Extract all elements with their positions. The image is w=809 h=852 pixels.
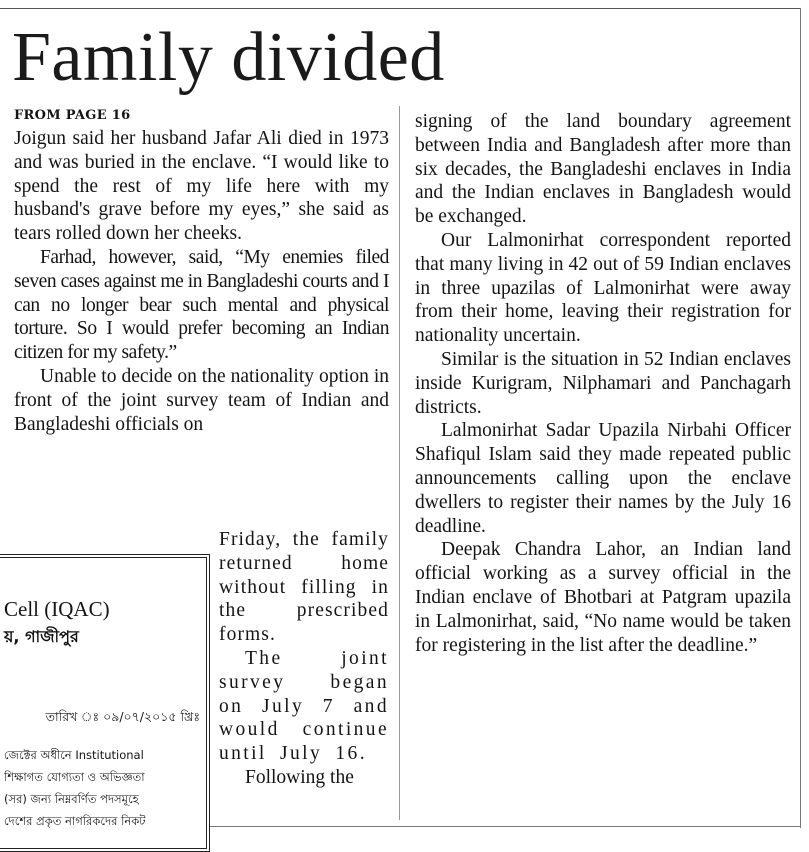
ad-body-line: জেক্টের অধীনে Institutional (4, 748, 144, 762)
column-divider (399, 106, 400, 820)
advertisement-box (0, 554, 210, 852)
paragraph-lalmonirhat-correspondent: Our Lalmonirhat correspondent reported that many living in 42 out of 59 Indian enclaves in three upazilas of Lalmonirhat were away from their home, leaving their registration for nationality uncertain. (415, 229, 791, 347)
continuation-kicker: FROM PAGE 16 (14, 108, 131, 123)
left-column (14, 127, 389, 436)
paragraph-shafiqul-islam: Lalmonirhat Sadar Upazila Nirbahi Officer Shafiqul Islam said they made repeated public announcements calling upon the enclave dwellers to register their names by the July 16 deadline. (415, 420, 791, 537)
headline: Family divided (12, 19, 445, 96)
paragraph-following: Following the (245, 766, 354, 788)
paragraph-similar-situation: Similar is the situation in 52 Indian enclaves inside Kurigram, Nilphamari and Panchagarh districts. (415, 348, 791, 418)
paragraph-joint-survey: The joint survey began on July 7 and would continue until July 16. (219, 647, 389, 765)
ad-subtitle: য়, গাজীপুর (4, 627, 79, 646)
ad-body-line: দেশের প্রকৃত নাগরিকদের নিকট (4, 814, 146, 828)
ad-body-line: শিক্ষাগত যোগ্যতা ও অভিজ্ঞতা (4, 770, 145, 784)
paragraph-joigun: Joigun said her husband Jafar Ali died in 1973 and was buried in the enclave. “I would like to spend the rest of my life here with my husband's grave before my eyes,” she said as tears rolled down her cheeks. (14, 128, 389, 245)
paragraph-deepak-chandra: Deepak Chandra Lahor, an Indian land official working as a survey official in the Indian enclave of Bhotbari at Patgram upazila in Lalmonirhat, said, “No name would be taken for registering in the list after the deadline.” (415, 539, 791, 656)
right-border-rule (800, 8, 801, 828)
paragraph-signing: signing of the land boundary agreement between India and Bangladesh after more than six decades, the Bangladeshi enclaves in India and the Indian enclaves in Bangladesh would be exchanged. (415, 111, 791, 228)
paragraph-friday: Friday, the family returned home without filling in the prescribed forms. (219, 529, 389, 646)
paragraph-farhad: Farhad, however, said, “My enemies filed seven cases against me in Bangladeshi courts and I can no longer bear such mental and physical torture. So I would prefer becoming an Indian citizen for my safety.” (14, 246, 389, 364)
narrow-column (219, 528, 389, 790)
ad-date: তারিখ ঃ ০৯/০৭/২০১৫ খ্রিঃ (45, 709, 200, 724)
top-rule (0, 8, 801, 9)
ad-title: Cell (IQAC) (4, 597, 110, 621)
ad-body-line: (সর) জন্য নিম্নবর্ণিত পদসমূহে (4, 792, 139, 806)
ad-body (4, 744, 200, 832)
paragraph-unable-to-decide: Unable to decide on the nationality option in front of the joint survey team of Indian and Bangladeshi officials on (14, 365, 389, 435)
right-column (415, 110, 791, 657)
